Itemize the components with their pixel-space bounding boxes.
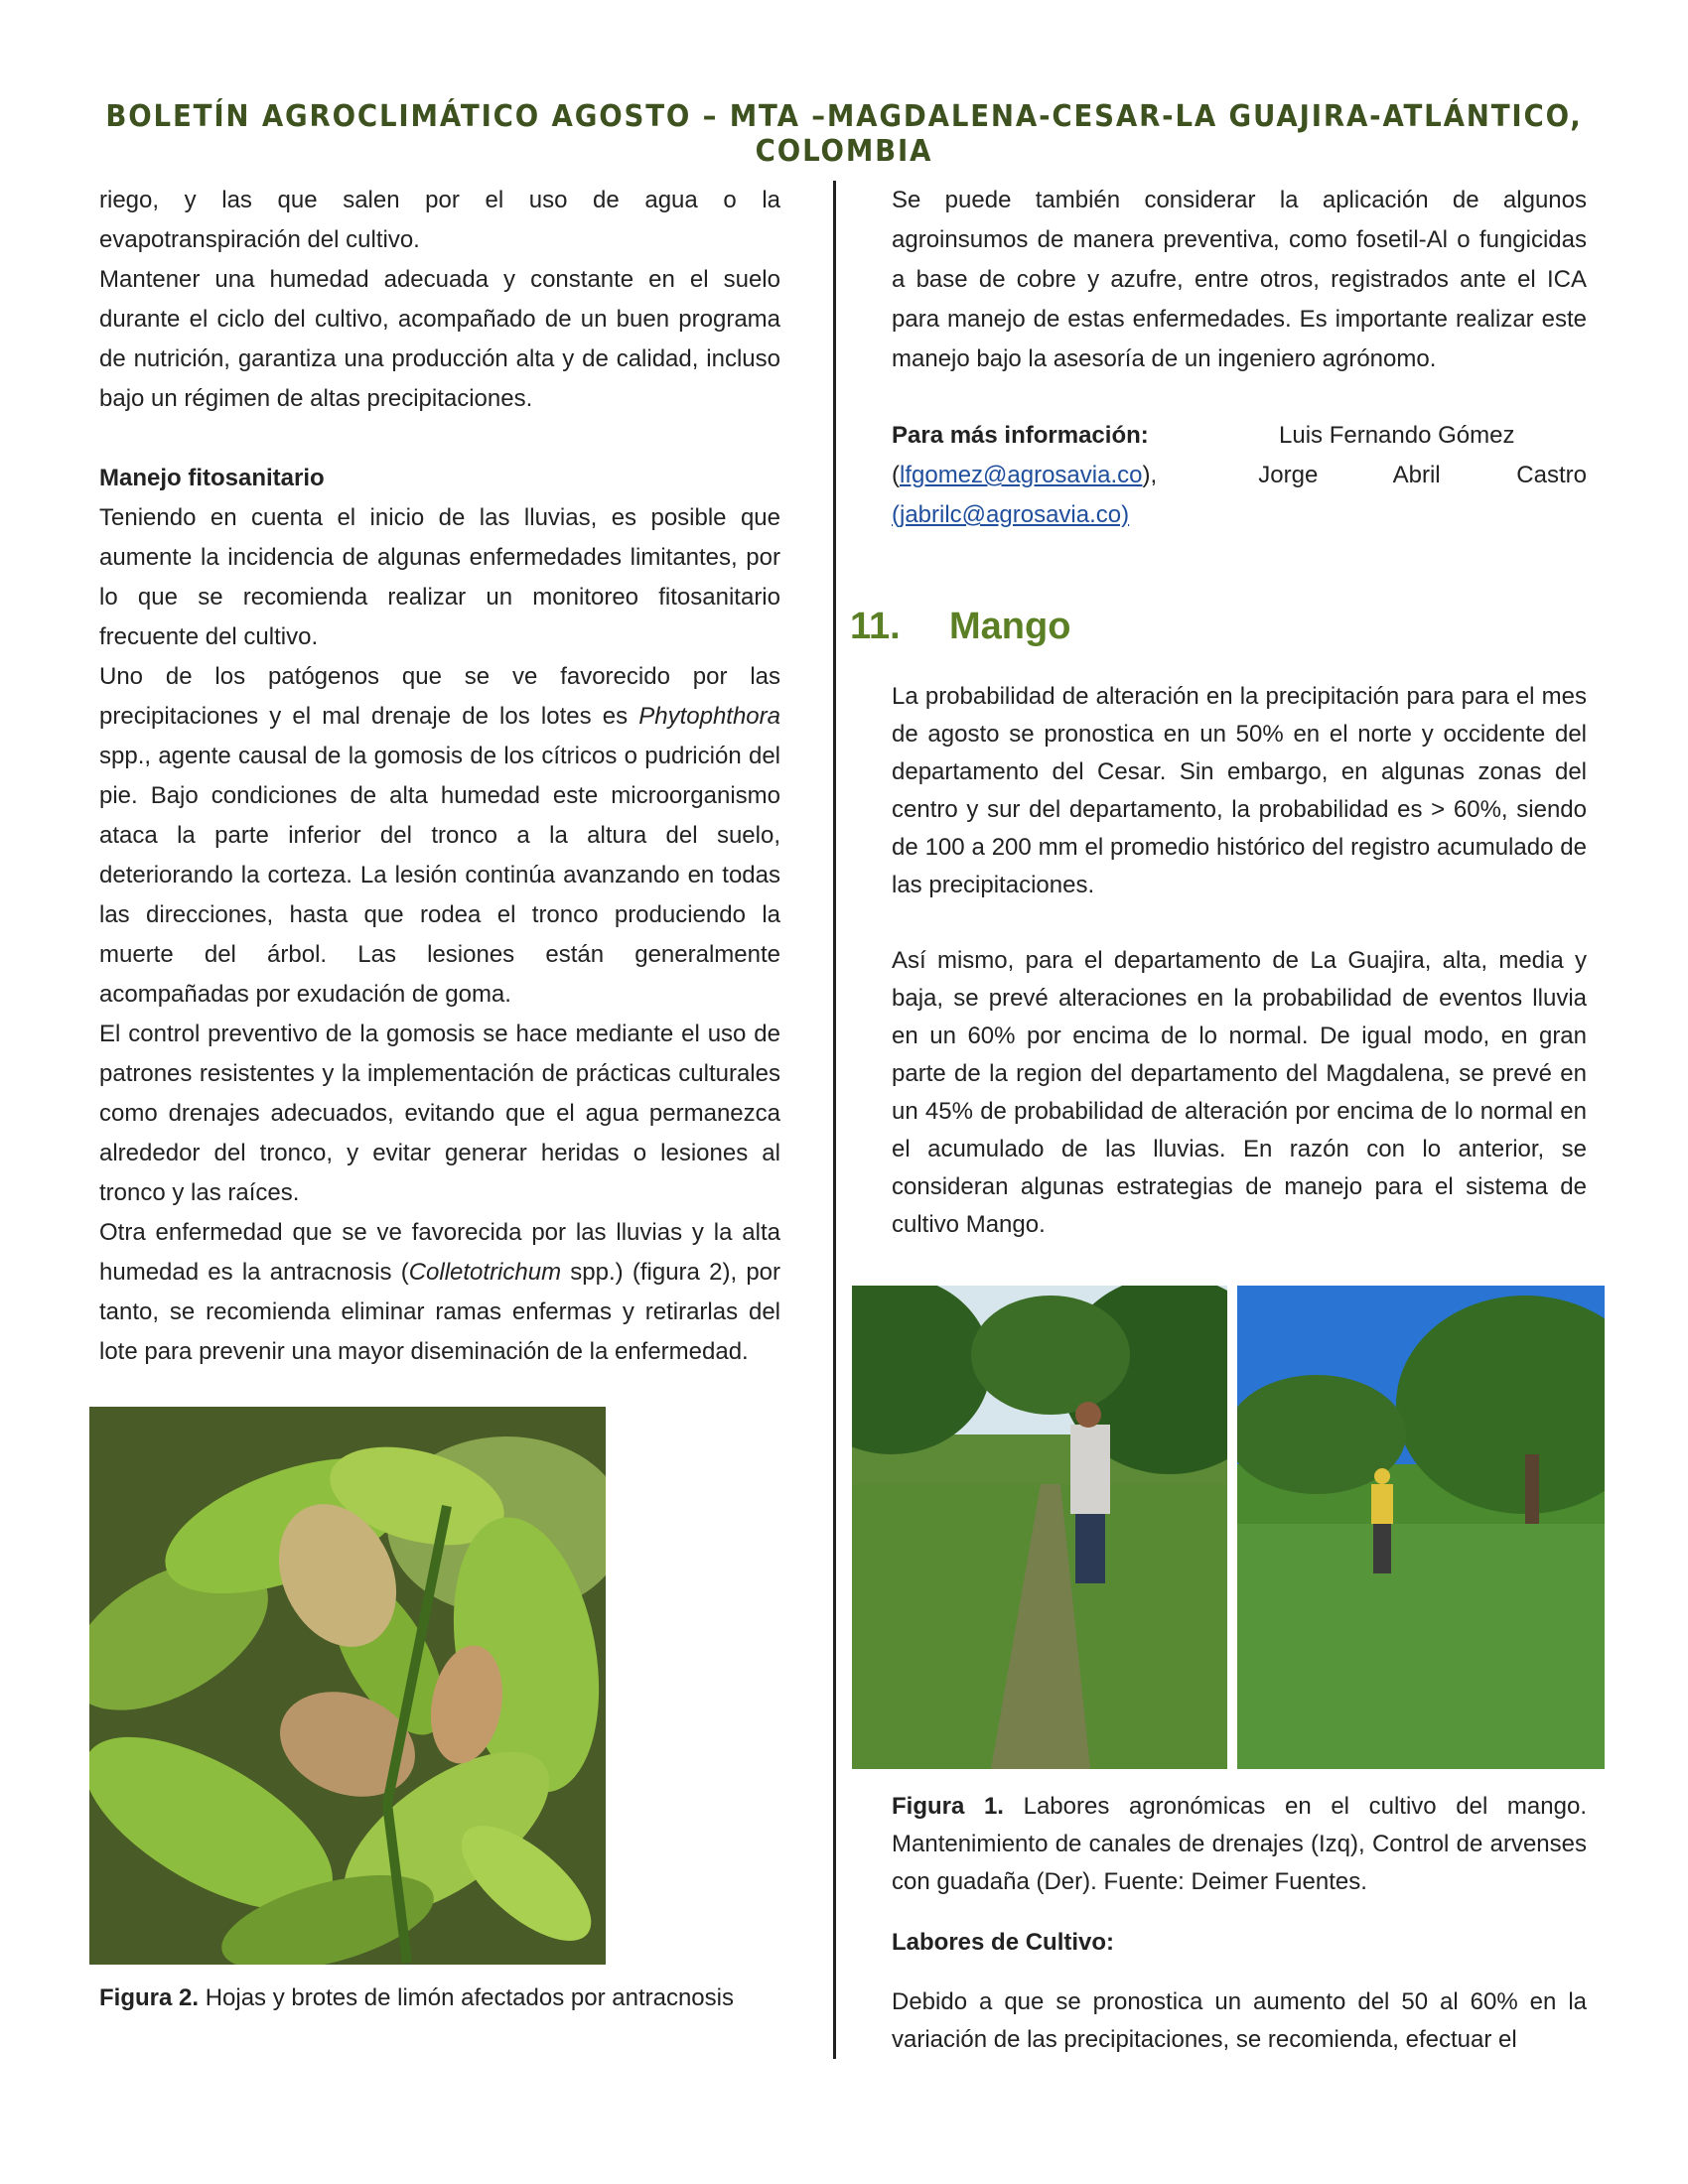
left-column <box>99 181 780 1372</box>
paragraph: Mantener una humedad adecuada y constante en el suelo durante el ciclo del cultivo, acompañado de un buen programa de nutrición, garantiza una producción alta y de calidad, incluso bajo un régimen de altas precipitaciones. <box>99 266 780 412</box>
paragraph: El control preventivo de la gomosis se hace mediante el uso de patrones resistentes y la implementación de prácticas culturales como drenajes adecuados, evitando que el agua permanezca alrededor del tronco, y evitar generar heridas o lesiones al tronco y las raíces. <box>99 1021 780 1206</box>
paragraph: Otra enfermedad que se ve favorecida por las lluvias y la alta humedad es la antracnosis (Colletotrichum spp.) (figura 2), por tanto, se recomienda eliminar ramas enfermas y retirarlas del lote para prevenir una mayor diseminación de la enfermedad. <box>99 1219 781 1365</box>
figure-2-caption: Figura 2. Hojas y brotes de limón afectados por antracnosis <box>99 1984 734 2011</box>
column-divider <box>833 181 836 2059</box>
paragraph: riego, y las que salen por el uso de agua o la evapotranspiración del cultivo. <box>99 187 780 253</box>
contact-email-1[interactable]: (lfgomez@agrosavia.co), <box>892 462 1158 488</box>
page-header: BOLETÍN AGROCLIMÁTICO AGOSTO – MTA –MAGDALENA-CESAR-LA GUAJIRA-ATLÁNTICO, COLOMBIA <box>105 99 1583 169</box>
right-column <box>892 181 1587 535</box>
leaf-photo <box>89 1407 606 1965</box>
paragraph: Se puede también considerar la aplicación de algunos agroinsumos de manera preventiva, como fosetil-Al o fungicidas a base de cobre y azufre, entre otros, registrados ante el ICA para manejo de estas enfermedades. Es importante realizar este manejo bajo la asesoría de un ingeniero agrónomo. <box>892 187 1587 372</box>
contact-email-2[interactable]: (jabrilc@agrosavia.co) <box>892 501 1130 528</box>
italic-term: Phytophthora <box>638 703 780 730</box>
section-title-mango: 11. Mango <box>850 606 1071 647</box>
contact-info <box>892 416 1587 535</box>
contact-label: Para más información: <box>892 422 1149 449</box>
italic-term: Colletotrichum <box>408 1259 562 1286</box>
drainage-photo <box>852 1286 1227 1769</box>
labores-section <box>892 1924 1587 2059</box>
figure-1-caption: Figura 1. Labores agronómicas en el cultivo del mango. Mantenimiento de canales de drenajes (Izq), Control de arvenses con guadaña (Der). Fuente: Deimer Fuentes. <box>892 1793 1587 1895</box>
paragraph: Teniendo en cuenta el inicio de las lluvias, es posible que aumente la incidencia de algunas enfermedades limitantes, por lo que se recomienda realizar un monitoreo fitosanitario frecuente del cultivo. <box>99 504 780 650</box>
paragraph: Uno de los patógenos que se ve favorecido por las precipitaciones y el mal drenaje de los lotes es Phytophthora spp., agente causal de la gomosis de los cítricos o pudrición del pie. Bajo condiciones de alta humedad este microorganismo ataca la parte inferior del tronco a la altura del suelo, deteriorando la corteza. La lesión continúa avanzando en todas las direcciones, hasta que rodea el tronco produciendo la muerte del árbol. Las lesiones están generalmente acompañadas por exudación de goma. <box>99 663 780 1008</box>
contact-name-2: Jorge Abril Castro <box>1258 462 1587 488</box>
subheading-manejo-fitosanitario: Manejo fitosanitario <box>99 465 325 491</box>
paragraph: Debido a que se pronostica un aumento del 50 al 60% en la variación de las precipitaciones, se recomienda, efectuar el <box>892 1988 1587 2053</box>
mowing-photo <box>1237 1286 1605 1769</box>
paragraph: La probabilidad de alteración en la precipitación para para el mes de agosto se pronostica en un 50% en el norte y occidente del departamento del Cesar. Sin embargo, en algunas zonas del centro y sur del departamento, la probabilidad es > 60%, siendo de 100 a 200 mm el promedio histórico del registro acumulado de las precipitaciones. <box>892 683 1587 898</box>
contact-name-1: Luis Fernando Gómez <box>1279 422 1515 449</box>
subheading-labores-de-cultivo: Labores de Cultivo: <box>892 1929 1115 1956</box>
paragraph: Así mismo, para el departamento de La Guajira, alta, media y baja, se prevé alteraciones en la probabilidad de eventos lluvia en un 60% por encima de lo normal. De igual modo, en gran parte de la region del departamento del Magdalena, se prevé en un 45% de probabilidad de alteración por encima de lo normal en el acumulado de las lluvias. En razón con lo anterior, se consideran algunas estrategias de manejo para el sistema de cultivo Mango. <box>892 947 1587 1238</box>
mango-text <box>892 678 1587 1244</box>
